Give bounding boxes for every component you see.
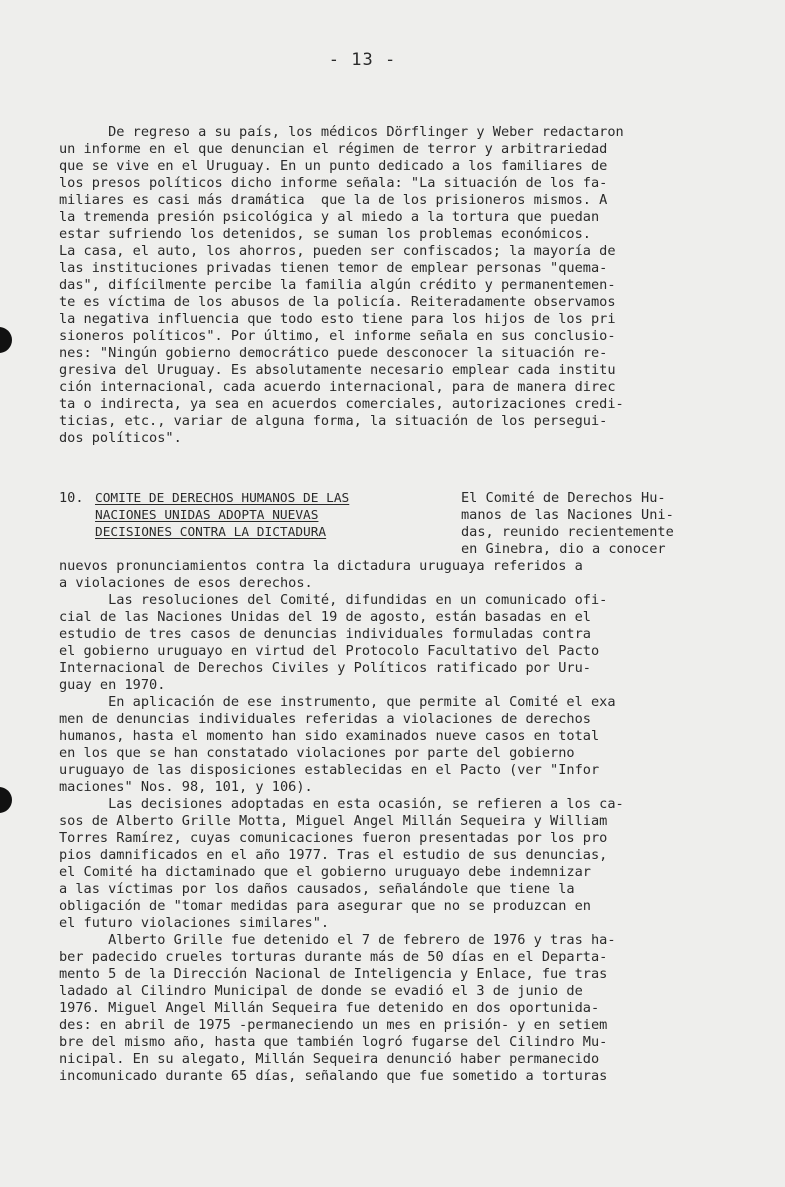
text-line: mento 5 de la Dirección Nacional de Inteligencia y Enlace, fue tras: [59, 966, 608, 982]
text-line: en los que se han constatado violaciones por parte del gobierno: [59, 745, 575, 761]
text-line: Las decisiones adoptadas en esta ocasión, se refieren a los ca-: [59, 796, 624, 812]
section-title-line: DECISIONES CONTRA LA DICTADURA: [95, 525, 327, 540]
text-line: 1976. Miguel Angel Millán Sequeira fue detenido en dos oportunida-: [59, 1000, 600, 1016]
section-intro-column: [461, 490, 761, 558]
text-line: obligación de "tomar medidas para asegurar que no se produzcan en: [59, 898, 591, 914]
text-line: el Comité ha dictaminado que el gobierno uruguayo debe indemnizar: [59, 864, 591, 880]
section-title: [95, 490, 440, 541]
text-line: en Ginebra, dio a conocer: [461, 541, 666, 557]
text-line: ción internacional, cada acuerdo internacional, para de manera direc: [59, 379, 616, 395]
text-line: Las resoluciones del Comité, difundidas en un comunicado ofi-: [59, 592, 608, 608]
text-line: des: en abril de 1975 -permaneciendo un mes en prisión- y en setiem: [59, 1017, 608, 1033]
text-line: Alberto Grille fue detenido el 7 de febrero de 1976 y tras ha-: [59, 932, 616, 948]
text-line: sos de Alberto Grille Motta, Miguel Angel Millán Sequeira y William: [59, 813, 608, 829]
text-line: nuevos pronunciamientos contra la dictadura uruguaya referidos a: [59, 558, 583, 574]
text-line: estar sufriendo los detenidos, se suman los problemas económicos.: [59, 226, 591, 242]
text-line: a violaciones de esos derechos.: [59, 575, 313, 591]
binder-hole: [0, 787, 12, 813]
text-line: gresiva del Uruguay. Es absolutamente necesario emplear cada institu: [59, 362, 616, 378]
text-line: guay en 1970.: [59, 677, 166, 693]
text-line: ticias, etc., variar de alguna forma, la situación de los persegui-: [59, 413, 608, 429]
text-line: Torres Ramírez, cuyas comunicaciones fueron presentadas por los pro: [59, 830, 608, 846]
text-line: nicipal. En su alegato, Millán Sequeira denunció haber permanecido: [59, 1051, 600, 1067]
text-line: ta o indirecta, ya sea en acuerdos comerciales, autorizaciones credi-: [59, 396, 624, 412]
text-line: la negativa influencia que todo esto tiene para los hijos de los pri: [59, 311, 616, 327]
page-number: - 13 -: [328, 50, 397, 70]
text-line: incomunicado durante 65 días, señalando que fue sometido a torturas: [59, 1068, 608, 1084]
text-line: los presos políticos dicho informe señala: "La situación de los fa-: [59, 175, 608, 191]
paragraph-1: [59, 124, 744, 447]
text-line: la tremenda presión psicológica y al miedo a la tortura que puedan: [59, 209, 600, 225]
text-line: el futuro violaciones similares".: [59, 915, 330, 931]
text-line: De regreso a su país, los médicos Dörflinger y Weber redactaron: [59, 124, 624, 140]
text-line: sioneros políticos". Por último, el informe señala en sus conclusio-: [59, 328, 616, 344]
text-line: a las víctimas por los daños causados, señalándole que tiene la: [59, 881, 575, 897]
text-line: das", difícilmente percibe la familia algún crédito y permanentemen-: [59, 277, 616, 293]
text-line: ber padecido crueles torturas durante más de 50 días en el Departa-: [59, 949, 608, 965]
text-line: das, reunido recientemente: [461, 524, 674, 540]
text-line: miliares es casi más dramática que la de los prisioneros mismos. A: [59, 192, 608, 208]
text-line: El Comité de Derechos Hu-: [461, 490, 666, 506]
text-line: ladado al Cilindro Municipal de donde se evadió el 3 de junio de: [59, 983, 583, 999]
text-line: La casa, el auto, los ahorros, pueden ser confiscados; la mayoría de: [59, 243, 616, 259]
text-line: el gobierno uruguayo en virtud del Protocolo Facultativo del Pacto: [59, 643, 600, 659]
text-line: que se vive en el Uruguay. En un punto dedicado a los familiares de: [59, 158, 608, 174]
text-line: un informe en el que denuncian el régimen de terror y arbitrariedad: [59, 141, 608, 157]
section-number: 10.: [59, 490, 84, 506]
text-line: pios damnificados en el año 1977. Tras el estudio de sus denuncias,: [59, 847, 608, 863]
text-line: Internacional de Derechos Civiles y Políticos ratificado por Uru-: [59, 660, 591, 676]
text-line: bre del mismo año, hasta que también logró fugarse del Cilindro Mu-: [59, 1034, 608, 1050]
section-body: [59, 558, 744, 1085]
text-line: men de denuncias individuales referidas a violaciones de derechos: [59, 711, 591, 727]
text-line: te es víctima de los abusos de la policía. Reiteradamente observamos: [59, 294, 616, 310]
binder-hole: [0, 327, 12, 353]
text-line: En aplicación de ese instrumento, que permite al Comité el exa: [59, 694, 616, 710]
section-title-line: COMITE DE DERECHOS HUMANOS DE LAS: [95, 491, 350, 506]
text-line: cial de las Naciones Unidas del 19 de agosto, están basadas en el: [59, 609, 591, 625]
text-line: nes: "Ningún gobierno democrático puede desconocer la situación re-: [59, 345, 608, 361]
text-line: humanos, hasta el momento han sido examinados nueve casos en total: [59, 728, 600, 744]
text-line: uruguayo de las disposiciones establecidas en el Pacto (ver "Infor: [59, 762, 600, 778]
text-line: dos políticos".: [59, 430, 182, 446]
text-line: manos de las Naciones Uni-: [461, 507, 674, 523]
text-line: estudio de tres casos de denuncias individuales formuladas contra: [59, 626, 591, 642]
text-line: las instituciones privadas tienen temor de emplear personas "quema-: [59, 260, 608, 276]
section-title-line: NACIONES UNIDAS ADOPTA NUEVAS: [95, 508, 319, 523]
text-line: maciones" Nos. 98, 101, y 106).: [59, 779, 313, 795]
